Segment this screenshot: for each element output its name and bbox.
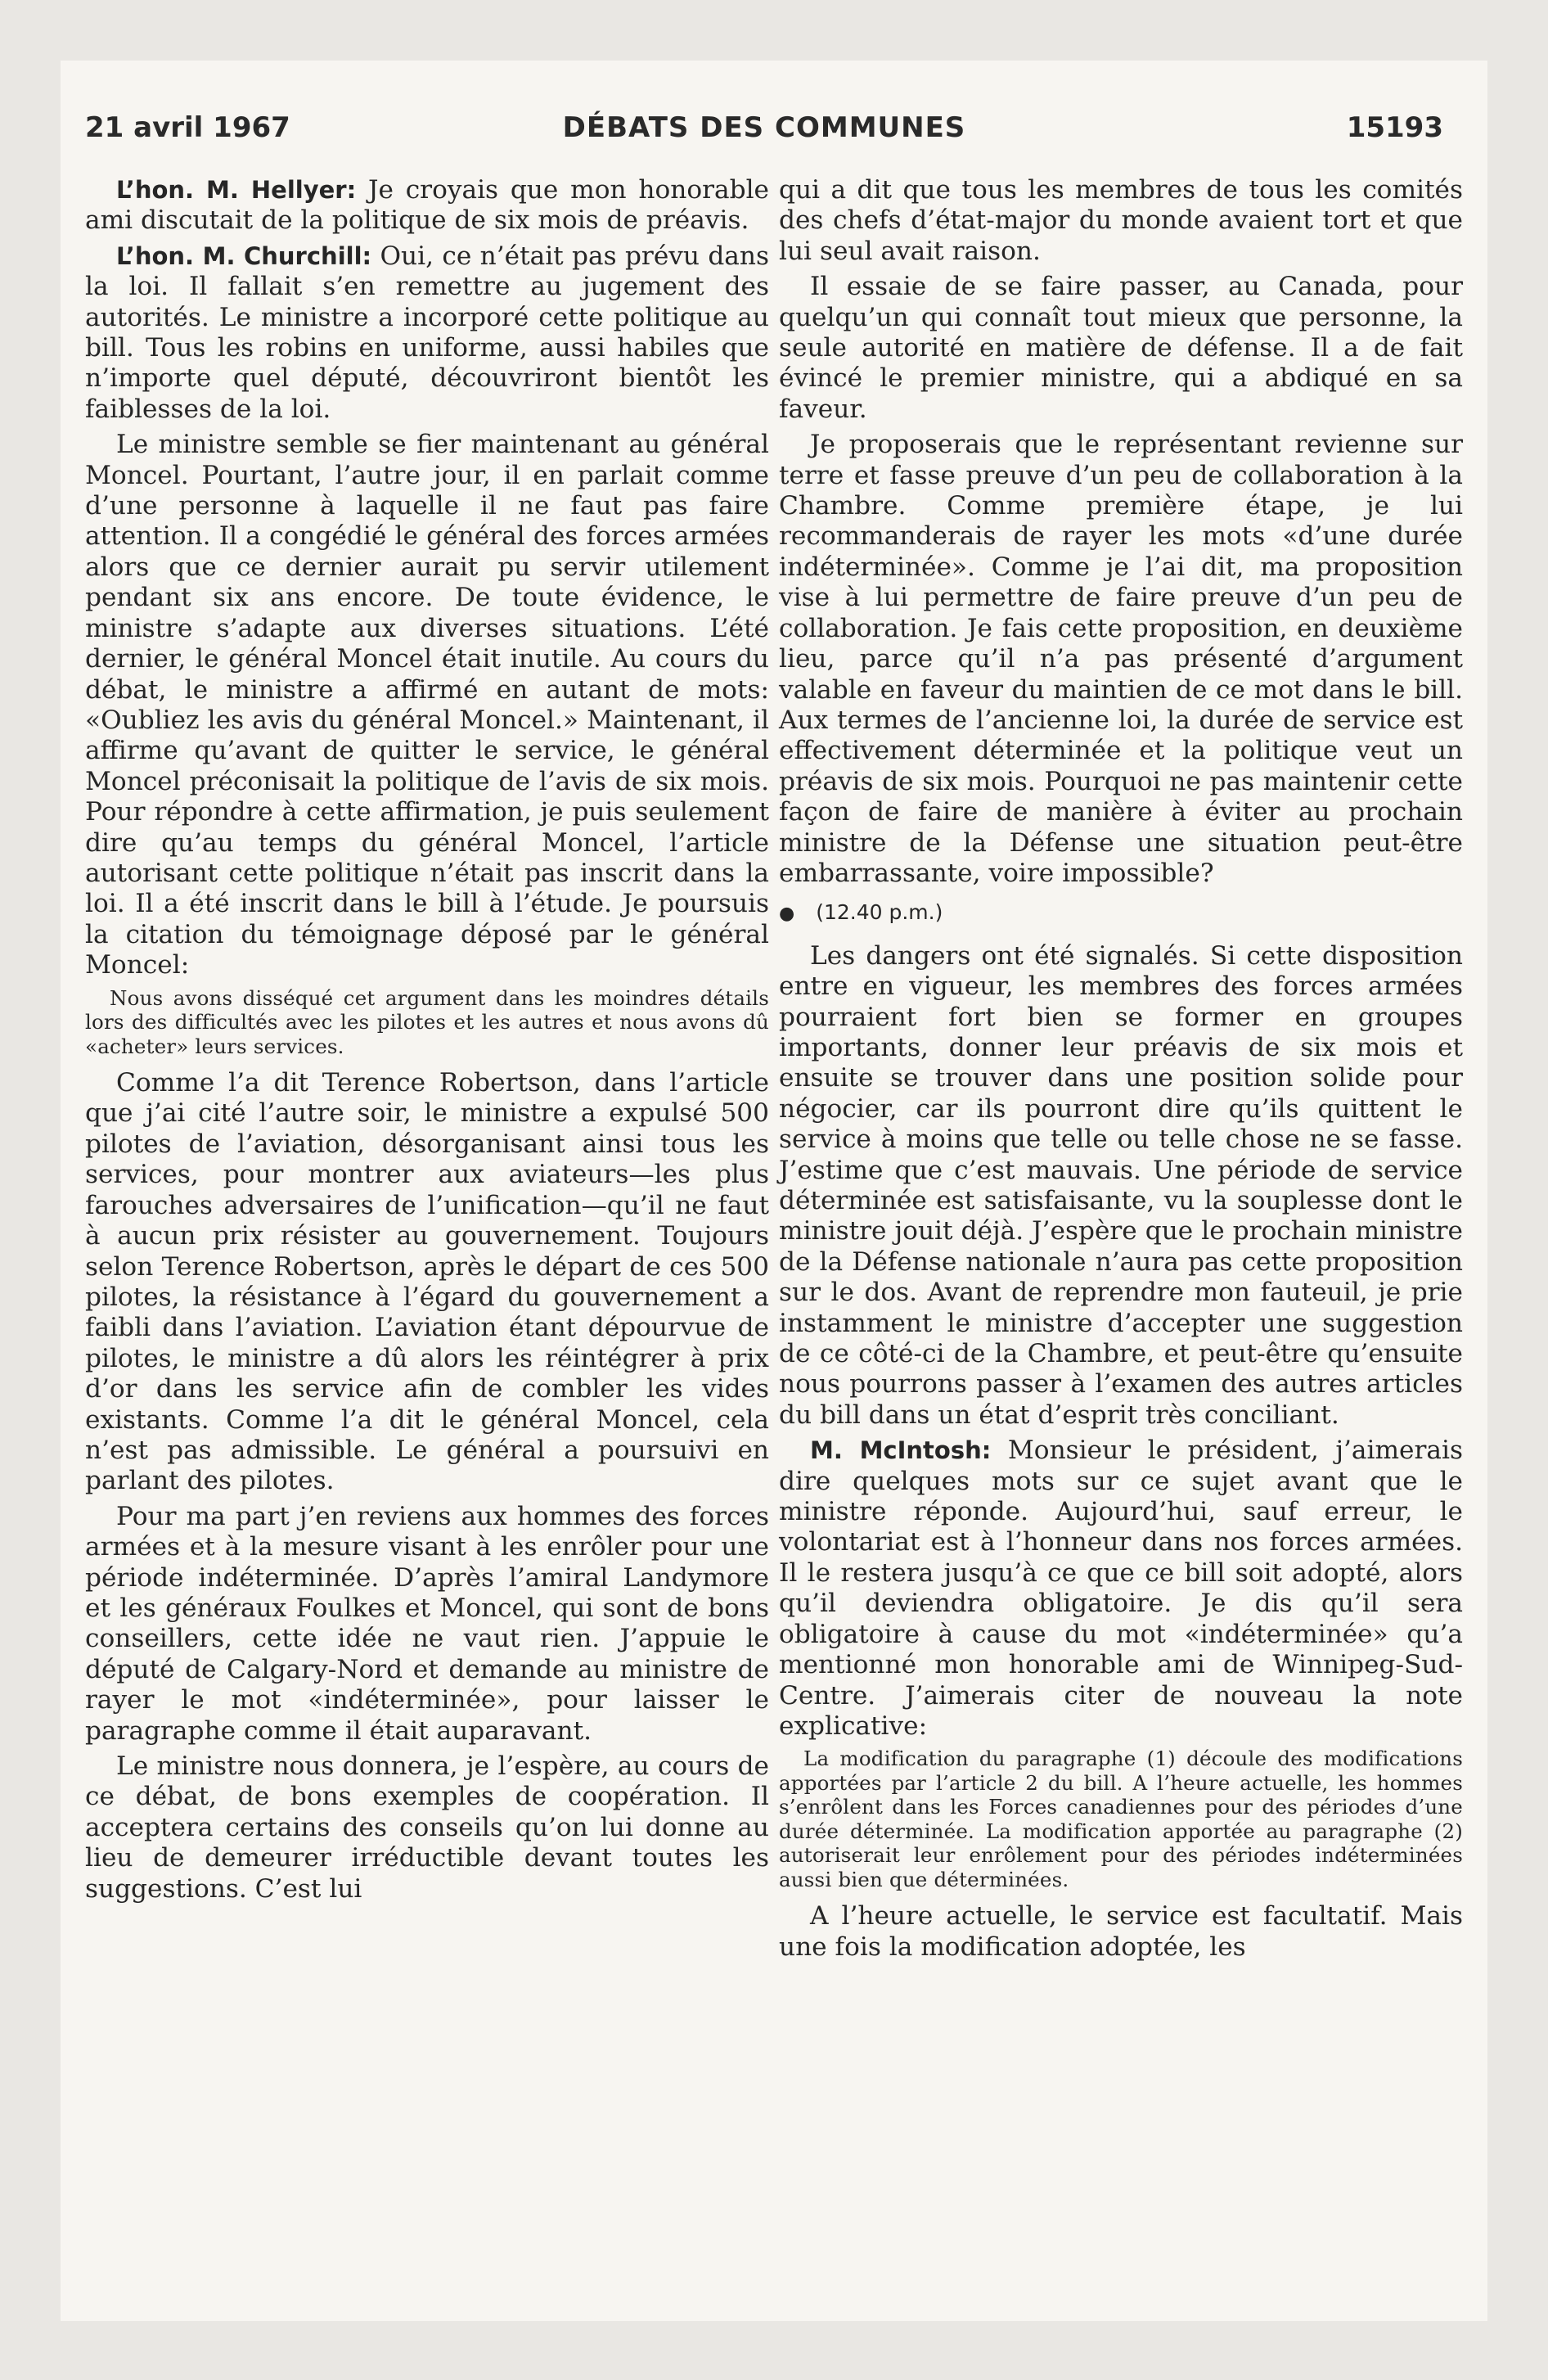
bullet-icon: ● — [779, 904, 795, 925]
paragraph — [85, 175, 769, 237]
header-title: DÉBATS DES COMMUNES — [562, 111, 966, 144]
right-column — [779, 175, 1463, 1968]
paragraph: Je proposerais que le représentant revienne sur terre et fasse preuve d’un peu de collaboration à la Chambre. Comme première étape, je lui recommanderais de rayer les mots «d’une durée indéterminée». Comme je l’ai dit, ma proposition vise à lui permettre de faire preuve d’un peu de collaboration. Je fais cette proposition, en deuxième lieu, parce qu’il n’a pas présenté d’argument valable en faveur du maintien de ce mot dans le bill. Aux termes de l’ancienne loi, la durée de service est effectivement déterminée et la politique veut un préavis de six mois. Pourquoi ne pas maintenir cette façon de faire de manière à éviter au prochain ministre de la Défense une situation peut-être embarrassante, voire impossible? — [779, 430, 1463, 888]
paragraph-text: Monsieur le président, j’aimerais dire quelques mots sur ce sujet avant que le ministre réponde. Aujourd’hui, sauf erreur, le volontariat est à l’honneur dans nos forces armées. Il le restera jusqu’à ce que ce bill soit adopté, alors qu’il deviendra obligatoire. Je dis qu’il sera obligatoire à cause du mot «indéterminée» qu’a mentionné mon honorable ami de Winnipeg-Sud-Centre. J’aimerais citer de nouveau la note explicative: — [779, 1436, 1463, 1741]
paragraph — [779, 1436, 1463, 1742]
paragraph: Pour ma part j’en reviens aux hommes des forces armées et à la mesure visant à les enrôler pour une période indéterminée. D’après l’amiral Landymore et les généraux Foulkes et Moncel, qui sont de bons conseillers, cette idée ne vaut rien. J’appuie le député de Calgary-Nord et demande au ministre de rayer le mot «indéterminée», pour laisser le paragraphe comme il était auparavant. — [85, 1501, 769, 1746]
paragraph: Les dangers ont été signalés. Si cette disposition entre en vigueur, les membres des forces armées pourraient fort bien se former en groupes importants, donner leur préavis de six mois et ensuite se trouver dans une position solide pour négocier, car ils pourront dire qu’ils quittent le service à moins que telle ou telle chose ne se fasse. J’estime que c’est mauvais. Une période de service déterminée est satisfaisante, vu la souplesse dont le ministre jouit déjà. J’espère que le prochain ministre de la Défense nationale n’aura pas cette proposition sur le dos. Avant de reprendre mon fauteuil, je prie instamment le ministre d’accepter une suggestion de ce côté-ci de la Chambre, et peut-être qu’ensuite nous pourrons passer à l’examen des autres articles du bill dans un état d’esprit très conciliant. — [779, 940, 1463, 1430]
header-page-number: 15193 — [1346, 111, 1443, 144]
speaker-name: L’hon. M. Hellyer: — [116, 176, 357, 204]
timestamp-text: (12.40 p.m.) — [816, 900, 943, 925]
paragraph-text: Oui, ce n’était pas prévu dans la loi. Il fallait s’en remettre au jugement des autorités. Le ministre a incorporé cette politique au bill. Tous les robins en uniforme, aussi habiles que n’importe quel député, découvriront bientôt les faiblesses de la loi. — [85, 241, 769, 424]
paragraph-text: Je croyais que mon honorable ami discutait de la politique de six mois de préavis. — [85, 175, 769, 236]
paragraph: A l’heure actuelle, le service est facultatif. Mais une fois la modification adoptée, les — [779, 1901, 1463, 1962]
paragraph — [85, 241, 769, 425]
paragraph: Il essaie de se faire passer, au Canada, pour quelqu’un qui connaît tout mieux que personne, la seule autorité en matière de défense. Il a de fait évincé le premier ministre, qui a abdiqué en sa faveur. — [779, 272, 1463, 424]
paragraph: qui a dit que tous les membres de tous les comités des chefs d’état-major du monde avaient tort et que lui seul avait raison. — [779, 175, 1463, 266]
paragraph: Le ministre semble se fier maintenant au général Moncel. Pourtant, l’autre jour, il en parlait comme d’une personne à laquelle il ne faut pas faire attention. Il a congédié le général des forces armées alors que ce dernier aurait pu servir utilement pendant six ans encore. De toute évidence, le ministre s’adapte aux diverses situations. L’été dernier, le général Moncel était inutile. Au cours du débat, le ministre a affirmé en autant de mots: «Oubliez les avis du général Moncel.» Maintenant, il affirme qu’avant de quitter le service, le général Moncel préconisait la politique de l’avis de six mois. Pour répondre à cette affirmation, je puis seulement dire qu’au temps du général Moncel, l’article autorisant cette politique n’était pas inscrit dans la loi. Il a été inscrit dans le bill à l’étude. Je poursuis la citation du témoignage déposé par le général Moncel: — [85, 430, 769, 980]
speaker-name: L’hon. M. Churchill: — [116, 241, 372, 270]
header-date: 21 avril 1967 — [85, 111, 290, 144]
block-quote: Nous avons disséqué cet argument dans les moindres détails lors des difficultés avec les pilotes et les autres et nous avons dû «acheter» leurs services. — [85, 985, 769, 1058]
speaker-name: M. McIntosh: — [810, 1436, 992, 1465]
paragraph: Comme l’a dit Terence Robertson, dans l’article que j’ai cité l’autre soir, le ministre a expulsé 500 pilotes de l’aviation, désorganisant ainsi tous les services, pour montrer aux aviateurs—les plus farouches adversaires de l’unification—qu’il ne faut à aucun prix résister au gouvernement. Toujours selon Terence Robertson, après le départ de ces 500 pilotes, la résistance à l’égard du gouvernement a faibli dans l’aviation. L’aviation étant dépourvue de pilotes, le ministre a dû alors les réintégrer à prix d’or dans les service afin de combler les vides existants. Comme l’a dit le général Moncel, cela n’est pas admissible. Le général a poursuivi en parlant des pilotes. — [85, 1068, 769, 1496]
paragraph: Le ministre nous donnera, je l’espère, au cours de ce débat, de bons exemples de coopération. Il acceptera certains des conseils qu’on lui donne au lieu de demeurer irréductible devant toutes les suggestions. C’est lui — [85, 1751, 769, 1904]
left-column — [85, 175, 769, 1909]
timestamp — [779, 897, 1463, 929]
block-quote: La modification du paragraphe (1) découle des modifications apportées par l’article 2 du bill. A l’heure actuelle, les hommes s’enrôlent dans les Forces canadiennes pour des périodes d’une durée déterminée. La modification apportée au paragraphe (2) autoriserait leur enrôlement pour des périodes indéterminées aussi bien que déterminées. — [779, 1747, 1463, 1891]
page-header — [85, 111, 1443, 151]
